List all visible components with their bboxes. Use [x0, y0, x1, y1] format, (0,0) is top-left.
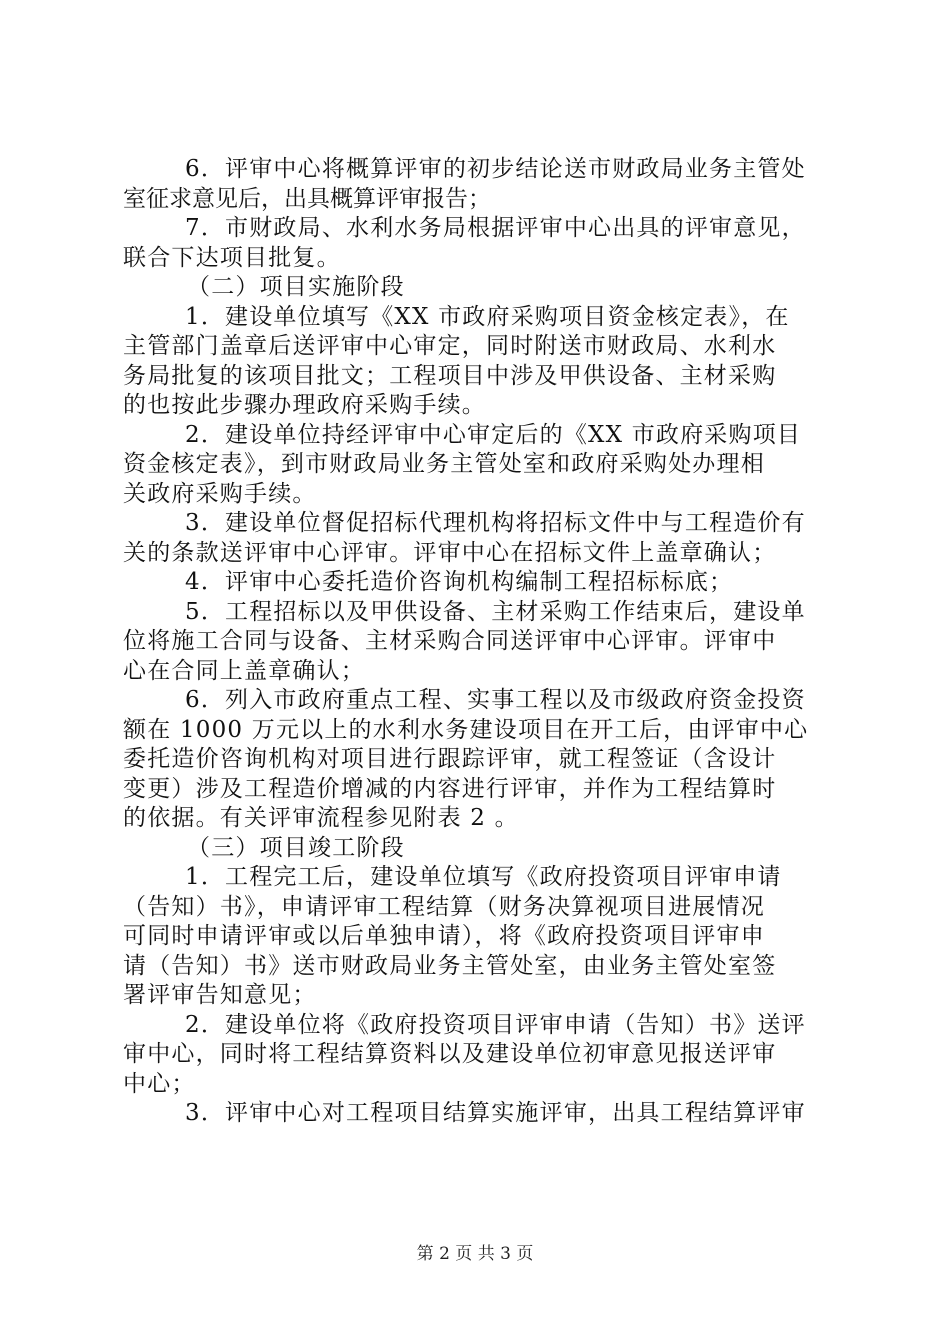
page-number-footer: 第 2 页 共 3 页	[416, 1244, 534, 1264]
paragraph-line: 的依据。有关评审流程参见附表 2 。	[123, 805, 519, 831]
paragraph-line: 可同时申请评审或以后单独申请），将《政府投资项目评审申	[123, 923, 765, 949]
paragraph-line: 6．评审中心将概算评审的初步结论送市财政局业务主管处	[185, 156, 806, 182]
paragraph-line: 关政府采购手续。	[123, 480, 317, 507]
paragraph-line: 变更）涉及工程造价增减的内容进行评审，并作为工程结算时	[123, 775, 777, 802]
paragraph-line: 5．工程招标以及甲供设备、主材采购工作结束后，建设单	[185, 598, 806, 625]
section-heading: （三）项目竣工阶段	[187, 834, 405, 861]
paragraph-line: 委托造价咨询机构对项目进行跟踪评审，就工程签证（含设计	[123, 746, 777, 772]
paragraph-line: 7．市财政局、水利水务局根据评审中心出具的评审意见，	[185, 215, 806, 241]
paragraph-line: 主管部门盖章后送评审中心审定，同时附送市财政局、水利水	[123, 333, 777, 359]
paragraph-line: 室征求意见后，出具概算评审报告；	[123, 185, 491, 212]
paragraph-line: 关的条款送评审中心评审。评审中心在招标文件上盖章确认；	[123, 539, 777, 566]
paragraph-line: 3．建设单位督促招标代理机构将招标文件中与工程造价有	[185, 510, 806, 536]
paragraph-line: 4．评审中心委托造价咨询机构编制工程招标标底；	[185, 569, 734, 595]
paragraph-line: 2．建设单位将《政府投资项目评审申请（告知）书》送评	[185, 1011, 806, 1038]
paragraph-line: 位将施工合同与设备、主材采购合同送评审中心评审。评审中	[123, 628, 777, 654]
paragraph-line: 1．建设单位填写《XX 市政府采购项目资金核定表》，在	[185, 303, 790, 330]
section-heading: （二）项目实施阶段	[187, 274, 405, 300]
paragraph-line: 联合下达项目批复。	[123, 244, 341, 271]
body-text	[123, 155, 831, 1129]
paragraph-line: 审中心，同时将工程结算资料以及建设单位初审意见报送评审	[123, 1041, 777, 1067]
paragraph-line: 请（告知）书》送市财政局业务主管处室，由业务主管处室签	[123, 952, 777, 979]
paragraph-line: 中心；	[123, 1070, 196, 1097]
paragraph-line: （告知）书》，申请评审工程结算（财务决算视项目进展情况	[123, 893, 765, 920]
paragraph-line: 心在合同上盖章确认；	[123, 657, 365, 684]
paragraph-line: 6．列入市政府重点工程、实事工程以及市级政府资金投资	[185, 687, 806, 713]
paragraph-line: 署评审告知意见；	[123, 982, 317, 1008]
paragraph-line: 的也按此步骤办理政府采购手续。	[123, 392, 486, 418]
paragraph-line: 额在 1000 万元以上的水利水务建设项目在开工后，由评审中心	[123, 716, 809, 743]
paragraph-line: 资金核定表》，到市财政局业务主管处室和政府采购处办理相	[123, 451, 765, 477]
paragraph-line: 2．建设单位持经评审中心审定后的《XX 市政府采购项目	[185, 421, 802, 448]
paragraph-line: 务局批复的该项目批文；工程项目中涉及甲供设备、主材采购	[123, 362, 777, 389]
paragraph-line: 3．评审中心对工程项目结算实施评审，出具工程结算评审	[185, 1100, 806, 1126]
paragraph-line: 1．工程完工后，建设单位填写《政府投资项目评审申请	[185, 864, 782, 890]
